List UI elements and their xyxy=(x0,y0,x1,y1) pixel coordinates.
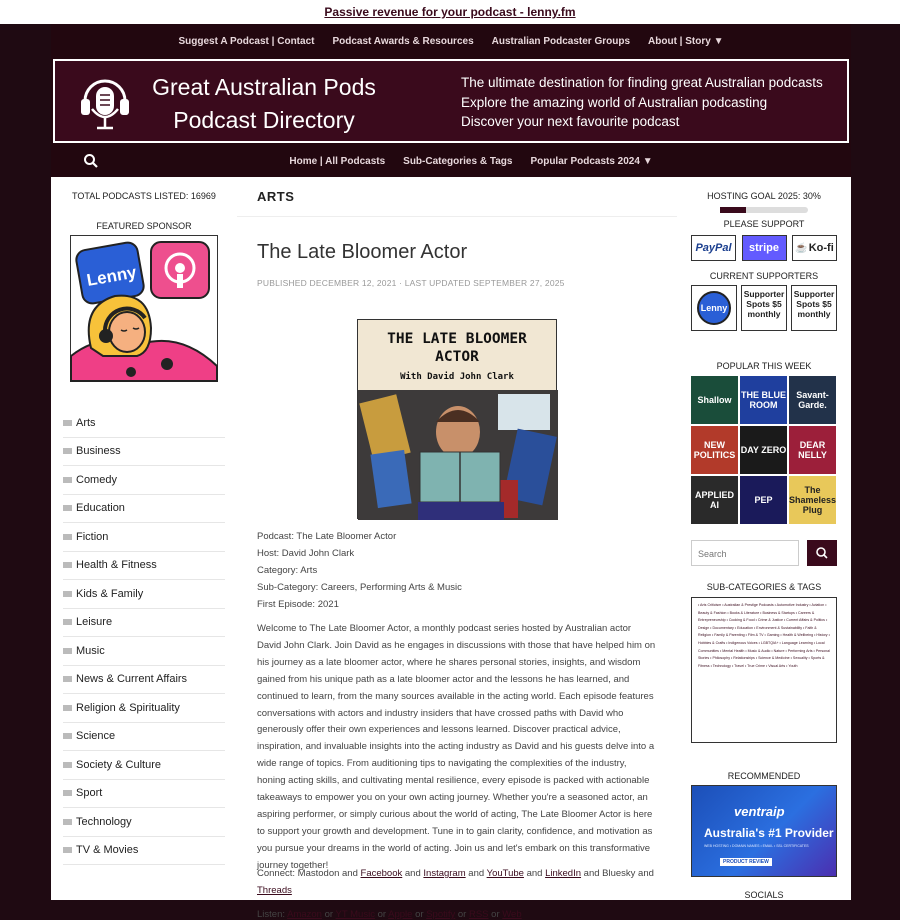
folder-icon xyxy=(63,562,72,568)
category-label: Arts xyxy=(76,416,96,429)
promo-link[interactable]: Passive revenue for your podcast - lenny.fm xyxy=(324,5,576,19)
folder-icon xyxy=(63,591,72,597)
category-item[interactable] xyxy=(63,808,225,837)
recommended-ad[interactable] xyxy=(691,785,837,877)
folder-icon xyxy=(63,819,72,825)
youtube-link[interactable]: YouTube xyxy=(486,868,524,879)
chevron-down-icon: ▼ xyxy=(713,35,724,47)
category-item[interactable] xyxy=(63,438,225,467)
podcast-detail-line: Podcast: The Late Bloomer Actor xyxy=(257,531,397,542)
folder-icon xyxy=(63,790,72,796)
podcast-detail-line: Sub-Category: Careers, Performing Arts & Music xyxy=(257,582,462,593)
category-label: Business xyxy=(76,445,121,458)
web-link[interactable]: Web xyxy=(502,909,522,920)
podcast-details xyxy=(257,528,462,613)
popular-this-week-heading: POPULAR THIS WEEK xyxy=(716,361,812,371)
kofi-button[interactable] xyxy=(792,235,837,261)
category-item[interactable] xyxy=(63,609,225,638)
nav-about-story[interactable] xyxy=(648,36,723,47)
category-item[interactable] xyxy=(63,780,225,809)
category-label: Sport xyxy=(76,787,103,800)
right-sidebar xyxy=(691,177,837,900)
category-label: Religion & Spirituality xyxy=(76,701,180,714)
page-title: The Late Bloomer Actor xyxy=(257,241,468,263)
folder-icon xyxy=(63,847,72,853)
popular-podcast-tile[interactable]: PEP xyxy=(740,476,787,524)
tagline-line1: The ultimate destination for finding great Australian podcasts xyxy=(461,75,823,90)
folder-icon xyxy=(63,762,72,768)
category-item[interactable] xyxy=(63,723,225,752)
recommended-heading: RECOMMENDED xyxy=(727,771,801,781)
hosting-goal-heading: HOSTING GOAL 2025: 30% xyxy=(707,191,821,201)
category-item[interactable] xyxy=(63,666,225,695)
listen-or: or xyxy=(321,909,336,920)
connect-prefix: Connect: Mastodon and xyxy=(257,868,361,879)
category-label: Music xyxy=(76,644,105,657)
sponsor-logo-text: Lenny xyxy=(85,262,138,290)
folder-icon xyxy=(63,505,72,511)
category-label: Health & Fitness xyxy=(76,559,157,572)
popular-podcast-tile[interactable]: Shallow xyxy=(691,376,738,424)
podcast-detail-line: Host: David John Clark xyxy=(257,548,355,559)
facebook-link[interactable]: Facebook xyxy=(360,868,403,879)
promo-bar xyxy=(0,0,900,24)
lenny-sponsor-illustration xyxy=(71,236,217,381)
folder-icon xyxy=(63,648,72,654)
category-list xyxy=(63,409,225,865)
site-title-line1: Great Australian Pods xyxy=(152,74,376,100)
nav-awards-resources[interactable]: Podcast Awards & Resources xyxy=(332,35,474,47)
connect-and: and xyxy=(523,868,546,879)
site-tagline xyxy=(461,73,823,132)
category-label: Society & Culture xyxy=(76,758,161,771)
category-item[interactable] xyxy=(63,523,225,552)
nav-about-label: About | Story xyxy=(648,35,711,47)
category-item[interactable] xyxy=(63,466,225,495)
spotify-link[interactable]: Spotify xyxy=(426,909,456,920)
hosting-goal-fill xyxy=(720,207,746,213)
sidebar-search xyxy=(691,540,837,566)
instagram-link[interactable]: Instagram xyxy=(423,868,466,879)
search-button[interactable] xyxy=(807,540,837,566)
tagline-line2: Explore the amazing world of Australian podcasting xyxy=(461,94,768,110)
nav-suggest-contact[interactable]: Suggest A Podcast | Contact xyxy=(178,35,315,47)
nav-home-all[interactable]: Home | All Podcasts xyxy=(289,155,386,167)
paypal-button[interactable]: PayPal xyxy=(691,235,736,261)
section-heading: ARTS xyxy=(237,177,677,217)
content-area xyxy=(51,177,851,920)
site-title xyxy=(149,71,379,137)
supporter-spot-1[interactable]: Supporter Spots $5 monthly xyxy=(741,285,787,331)
supporter-lenny-logo: Lenny xyxy=(697,291,731,325)
tagline-line3: Discover your next favourite podcast xyxy=(461,114,680,129)
listen-prefix: Listen: xyxy=(257,909,288,920)
category-item[interactable] xyxy=(63,837,225,866)
folder-icon xyxy=(63,619,72,625)
category-label: Education xyxy=(76,502,125,515)
popular-podcast-tile[interactable]: APPLIED AI xyxy=(691,476,738,524)
connect-and: and xyxy=(465,868,487,879)
tags-cloud[interactable]: • Arts Criticism • Australian & Prestige Podcasts • Automotive Industry • Aviation • Beauty & Fashion • Books & Literature • Business & Startups • Careers & Entrepreneurship • Cooking & Food • Crime & Justice • Current Affairs & Politics • Design • Documentary • Education • Environment & Sustainability • Faith & Religion • Family & Parenting • Film & TV • Gaming • Health & Wellbeing • History • Hobbies & Crafts • Indigenous Voices • LGBTQIA+ • Language Learning • Local Communities • Mental Health • Music & Audio • Nature • Performing Arts • Personal Stories • Philosophy • Relationships • Science & Medicine • Sexuality • Sports & Fitness • Technology • Travel • True Crime • Visual Arts • Youth xyxy=(691,597,837,743)
nav-popular-label: Popular Podcasts 2024 xyxy=(530,155,640,167)
rss-link[interactable]: RSS xyxy=(468,909,489,920)
search-input[interactable]: Search xyxy=(691,540,799,566)
category-item[interactable] xyxy=(63,409,225,438)
payment-options xyxy=(691,235,837,261)
ventraip-logo: ventraip xyxy=(734,804,785,819)
featured-sponsor-heading: FEATURED SPONSOR xyxy=(96,221,192,231)
popular-podcast-tile[interactable]: Savant-Garde. xyxy=(789,376,836,424)
kofi-label: Ko-fi xyxy=(808,242,834,254)
category-item[interactable] xyxy=(63,694,225,723)
cover-title: THE LATE BLOOMER ACTOR xyxy=(387,331,527,365)
current-supporters-heading: CURRENT SUPPORTERS xyxy=(709,271,819,281)
nav-subcategories[interactable]: Sub-Categories & Tags xyxy=(403,155,513,167)
main-nav xyxy=(51,146,851,176)
category-item[interactable] xyxy=(63,580,225,609)
subcategories-tags-heading: SUB-CATEGORIES & TAGS xyxy=(706,582,822,592)
page-wrapper xyxy=(51,24,851,920)
site-banner[interactable] xyxy=(53,59,849,143)
category-label: Comedy xyxy=(76,473,117,486)
stripe-button[interactable]: stripe xyxy=(742,235,787,261)
folder-icon xyxy=(63,705,72,711)
supporters-row xyxy=(691,285,837,331)
folder-icon xyxy=(63,733,72,739)
chevron-down-icon: ▼ xyxy=(642,155,653,167)
category-item[interactable] xyxy=(63,637,225,666)
cover-illustration xyxy=(358,320,558,520)
category-item[interactable] xyxy=(63,751,225,780)
listen-links xyxy=(257,909,522,920)
search-icon xyxy=(807,540,837,566)
category-label: Fiction xyxy=(76,530,109,543)
category-label: Science xyxy=(76,730,116,743)
ad-review-badge: PRODUCT REVIEW xyxy=(720,858,772,866)
popular-podcast-tile[interactable]: NEW POLITICS xyxy=(691,426,738,474)
category-label: Kids & Family xyxy=(76,587,144,600)
nav-popular-2024[interactable] xyxy=(530,156,652,167)
kofi-cup-icon: ☕ xyxy=(795,242,808,254)
ad-tagline: WEB HOSTING • DOMAIN NAMES • EMAIL • SSL CERTIFICATES xyxy=(704,844,809,848)
supporter-spot-2[interactable]: Supporter Spots $5 monthly xyxy=(791,285,837,331)
total-podcasts: TOTAL PODCASTS LISTED: 16969 xyxy=(72,191,216,201)
listen-or: or xyxy=(488,909,503,920)
popular-podcast-tile[interactable]: DAY ZERO xyxy=(740,426,787,474)
podcast-description: Welcome to The Late Bloomer Actor, a monthly podcast series hosted by Australian actor David John Clark. Join David as he engages in discussions with those that have helped him on his journey as a late bloomer actor, where he shares personal stories, insights, and wisdom gained from his unique path as a late bloomer actor and the lessons he has learned, and continued to learn, from the many sources available in the acting world. Each episode features conversations with actors and industry insiders that have crossed paths with David who generously offer their own experiences and lessons learned. Discover practical advice, inspiration, and invaluable insights into the acting industry as David and his guests delve into a wide range of topics. From auditioning tips to navigating the complexities of the industry, honing acting skills, and cultivating mental resilience, every episode is packed with actionable takeaways to empower you on your own acting journey. Whether you're a seasoned actor, an aspiring performer, or simply curious about the world of acting, The Late Bloomer Actor is here to support your growth and development. Tune in to gain clarity, confidence, and motivation as you pursue your dreams in the world of acting. Join us and let's embark on this transformative journey together! xyxy=(257,623,656,871)
category-label: News & Current Affairs xyxy=(76,673,188,686)
category-item[interactable] xyxy=(63,552,225,581)
folder-icon xyxy=(63,448,72,454)
main-column xyxy=(237,177,677,920)
popular-podcast-tile[interactable]: DEAR NELLY xyxy=(789,426,836,474)
podcast-detail-line: Category: Arts xyxy=(257,565,318,576)
yt-music-link[interactable]: YT Music xyxy=(335,909,375,920)
folder-icon xyxy=(63,676,72,682)
folder-icon xyxy=(63,420,72,426)
connect-and: and xyxy=(402,868,424,879)
folder-icon xyxy=(63,477,72,483)
socials-heading: SOCIALS xyxy=(744,890,784,900)
ad-headline: Australia's #1 Provider xyxy=(704,826,834,840)
nav-podcaster-groups[interactable]: Australian Podcaster Groups xyxy=(491,35,631,47)
category-label: Technology xyxy=(76,815,132,828)
popular-grid xyxy=(691,376,837,524)
site-title-line2: Podcast Directory xyxy=(173,107,355,133)
category-label: Leisure xyxy=(76,616,113,629)
listen-or: or xyxy=(455,909,469,920)
apple-link[interactable]: Apple xyxy=(388,909,413,920)
podcast-cover-image xyxy=(357,319,557,519)
supporter-lenny[interactable] xyxy=(691,285,737,331)
amazon-link[interactable]: Amazon xyxy=(287,909,322,920)
hosting-goal-progress xyxy=(720,207,808,213)
featured-sponsor-image[interactable] xyxy=(70,235,218,382)
listen-or: or xyxy=(374,909,389,920)
popular-podcast-tile[interactable]: The Shameless Plug xyxy=(789,476,836,524)
connect-bluesky: and Bluesky and xyxy=(581,868,654,879)
listen-or: or xyxy=(412,909,427,920)
category-label: TV & Movies xyxy=(76,844,139,857)
headphone-mic-icon xyxy=(79,71,131,131)
cover-subtitle: With David John Clark xyxy=(400,372,514,382)
linkedin-link[interactable]: LinkedIn xyxy=(545,868,582,879)
podcast-detail-line: First Episode: 2021 xyxy=(257,599,339,610)
folder-icon xyxy=(63,534,72,540)
please-support-heading: PLEASE SUPPORT xyxy=(723,219,805,229)
left-sidebar xyxy=(63,177,225,857)
top-nav xyxy=(51,24,851,58)
popular-podcast-tile[interactable]: THE BLUE ROOM xyxy=(740,376,787,424)
connect-links xyxy=(257,866,657,899)
threads-link[interactable]: Threads xyxy=(257,884,292,896)
post-meta: PUBLISHED DECEMBER 12, 2021 · LAST UPDATED SEPTEMBER 27, 2025 xyxy=(257,278,565,288)
category-item[interactable] xyxy=(63,495,225,524)
